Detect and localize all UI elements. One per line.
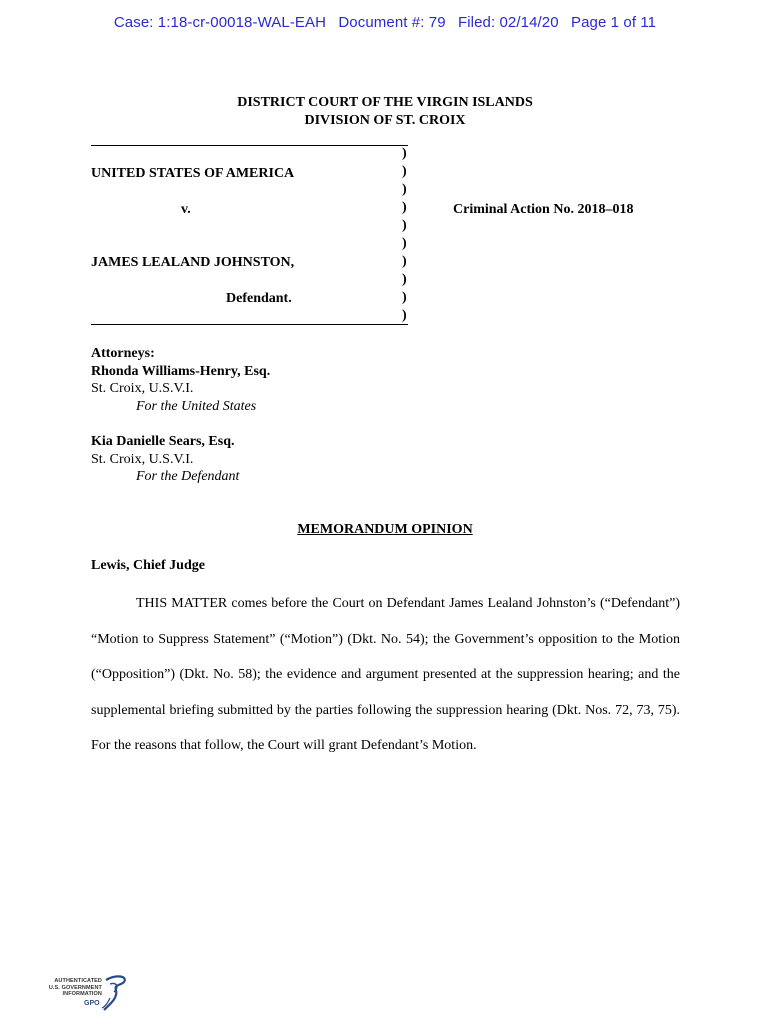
caption-paren: ) <box>402 218 407 233</box>
opinion-paragraph: THIS MATTER comes before the Court on Defendant James Lealand Johnston’s (“Defendant”) “Motion to Suppress Statement” (“Motion”) (Dkt. No. 54); the Government’s opposition to the Motion (“Opposition”) (Dkt. No. 58); the evidence and argument presented at the suppression hearing; and the supplemental briefing submitted by the parties following the suppression hearing (Dkt. Nos. 72, 73, 75). For the reasons that follow, the Court will grant Defendant’s Motion. <box>91 596 680 753</box>
caption-bottom-rule <box>91 324 408 325</box>
caption-defendant: JAMES LEALAND JOHNSTON, <box>91 255 295 270</box>
caption-defendant-role: Defendant. <box>226 291 292 306</box>
eagle-icon <box>44 972 134 1016</box>
court-heading <box>0 94 770 129</box>
opinion-body <box>91 586 680 764</box>
caption-top-rule <box>91 145 408 146</box>
attorneys-heading: Attorneys: <box>91 346 155 361</box>
criminal-action-number: Criminal Action No. 2018–018 <box>453 202 634 217</box>
document-title: MEMORANDUM OPINION <box>297 522 473 537</box>
gpo-authentication-logo <box>44 972 134 1016</box>
caption-paren: ) <box>402 200 407 215</box>
gpo-mark: GPO <box>84 1000 100 1007</box>
attorneys-block-2 <box>91 433 239 486</box>
caption-paren: ) <box>402 290 407 305</box>
caption-paren: ) <box>402 272 407 287</box>
judge-line: Lewis, Chief Judge <box>91 558 205 573</box>
court-name: DISTRICT COURT OF THE VIRGIN ISLANDS <box>237 95 533 110</box>
caption-versus: v. <box>181 202 191 217</box>
court-division: DIVISION OF ST. CROIX <box>304 112 466 128</box>
document-number: Document #: 79 <box>338 14 446 31</box>
case-number: Case: 1:18-cr-00018-WAL-EAH <box>113 14 327 31</box>
attorney-location: St. Croix, U.S.V.I. <box>91 381 194 396</box>
attorney-location: St. Croix, U.S.V.I. <box>91 451 194 467</box>
attorney-representation: For the Defendant <box>136 469 240 484</box>
caption-paren: ) <box>402 236 407 251</box>
caption-paren: ) <box>402 254 407 269</box>
caption-plaintiff: UNITED STATES OF AMERICA <box>91 166 295 181</box>
gpo-logo-text: AUTHENTICATED U.S. GOVERNMENT INFORMATION <box>48 978 102 997</box>
attorneys-block-1 <box>91 345 270 415</box>
page-indicator: Page 1 of 11 <box>570 14 657 31</box>
caption-paren: ) <box>402 164 407 179</box>
caption-paren: ) <box>402 308 407 323</box>
caption-paren: ) <box>402 182 407 197</box>
attorney-name: Rhonda Williams-Henry, Esq. <box>91 363 271 379</box>
caption-paren: ) <box>402 146 407 161</box>
filed-date: Filed: 02/14/20 <box>457 14 559 31</box>
attorney-name: Kia Danielle Sears, Esq. <box>91 434 235 449</box>
caption-parentheses <box>402 145 407 325</box>
ecf-header <box>0 14 770 31</box>
attorney-representation: For the United States <box>136 398 257 414</box>
